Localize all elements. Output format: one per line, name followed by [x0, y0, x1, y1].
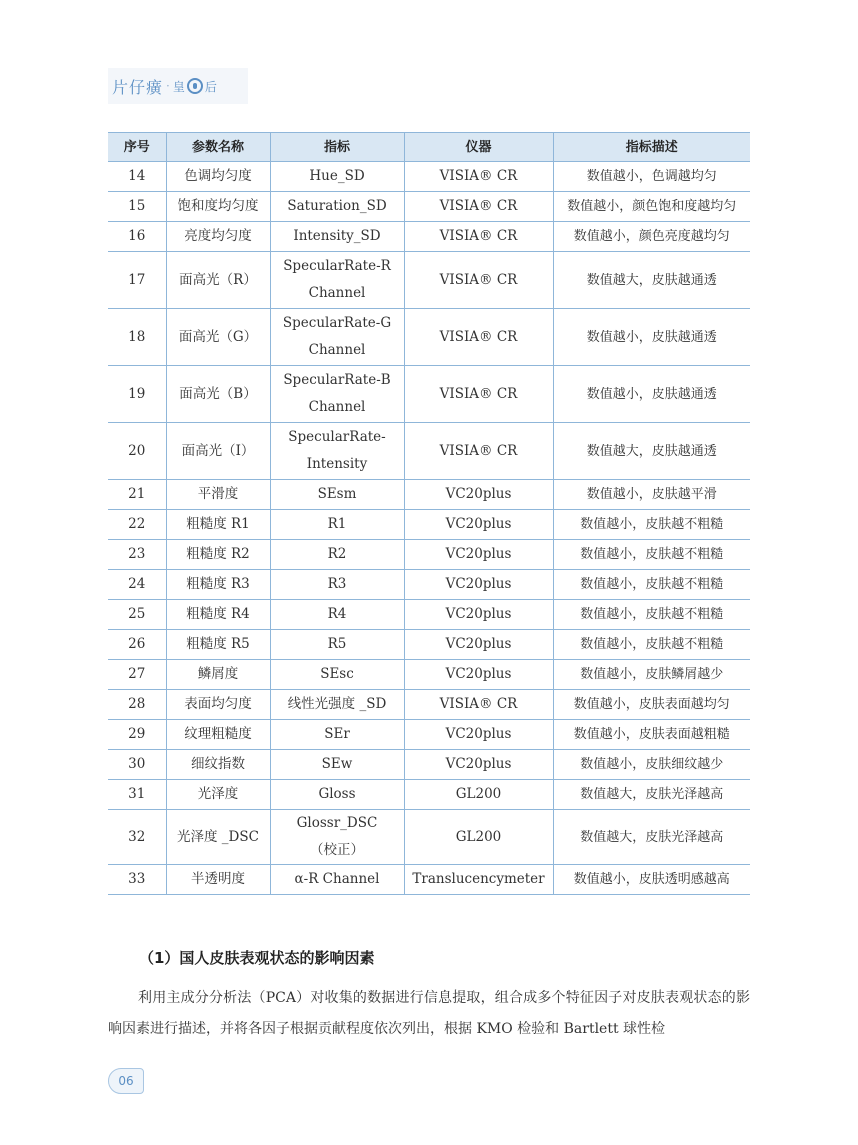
metric-line: SpecularRate-: [288, 429, 386, 445]
cell-description: 数值越小，皮肤透明感越高: [553, 865, 750, 895]
cell-description: 数值越大，皮肤光泽越高: [553, 810, 750, 865]
metric-line: SEsc: [320, 666, 354, 682]
cell-instrument: VISIA® CR: [404, 366, 553, 423]
cell-metric: [270, 600, 404, 630]
cell-instrument: VC20plus: [404, 630, 553, 660]
cell-metric: [270, 570, 404, 600]
cell-description: 数值越小，皮肤越不粗糙: [553, 510, 750, 540]
cell-metric: [270, 423, 404, 480]
cell-instrument: VC20plus: [404, 570, 553, 600]
header-name: 参数名称: [166, 133, 270, 162]
metric-line: R3: [327, 576, 347, 592]
cell-description: 数值越小，颜色饱和度越均匀: [553, 192, 750, 222]
cell-no: 19: [108, 366, 166, 423]
cell-metric: [270, 630, 404, 660]
cell-metric: [270, 222, 404, 252]
cell-instrument: VC20plus: [404, 480, 553, 510]
brand-name: 片仔癀: [112, 77, 164, 97]
cell-name: 平滑度: [166, 480, 270, 510]
cell-no: 26: [108, 630, 166, 660]
cell-no: 17: [108, 252, 166, 309]
table-body: [108, 162, 750, 895]
cell-name: 面高光（G）: [166, 309, 270, 366]
table-row: [108, 600, 750, 630]
cell-metric: [270, 540, 404, 570]
cell-instrument: VISIA® CR: [404, 690, 553, 720]
table-row: [108, 309, 750, 366]
table-row: [108, 630, 750, 660]
metric-line: R1: [327, 516, 347, 532]
cell-metric: [270, 720, 404, 750]
cell-name: 粗糙度 R4: [166, 600, 270, 630]
cell-instrument: VISIA® CR: [404, 252, 553, 309]
cell-no: 21: [108, 480, 166, 510]
cell-name: 面高光（B）: [166, 366, 270, 423]
cell-metric: [270, 162, 404, 192]
table-row: [108, 660, 750, 690]
metric-line: Channel: [308, 399, 366, 415]
logo-separator: ·: [166, 79, 170, 93]
cell-instrument: VC20plus: [404, 660, 553, 690]
cell-name: 鳞屑度: [166, 660, 270, 690]
cell-name: 面高光（I）: [166, 423, 270, 480]
table-row: [108, 222, 750, 252]
cell-name: 粗糙度 R5: [166, 630, 270, 660]
metric-line: R2: [327, 546, 347, 562]
queen-badge-icon: [187, 78, 203, 94]
cell-name: 细纹指数: [166, 750, 270, 780]
table-row: [108, 480, 750, 510]
metric-line: （校正）: [310, 842, 364, 858]
table-row: [108, 423, 750, 480]
logo-sub: [173, 78, 217, 95]
cell-name: 粗糙度 R1: [166, 510, 270, 540]
metric-line: R5: [327, 636, 347, 652]
cell-name: 半透明度: [166, 865, 270, 895]
cell-description: 数值越大，皮肤光泽越高: [553, 780, 750, 810]
cell-no: 24: [108, 570, 166, 600]
table-row: [108, 780, 750, 810]
section-heading: （1）国人皮肤表观状态的影响因素: [139, 949, 375, 967]
cell-no: 18: [108, 309, 166, 366]
cell-metric: [270, 366, 404, 423]
cell-name: 亮度均匀度: [166, 222, 270, 252]
cell-no: 22: [108, 510, 166, 540]
metric-line: Intensity_SD: [293, 228, 381, 244]
metric-line: Channel: [308, 285, 366, 301]
cell-no: 27: [108, 660, 166, 690]
cell-no: 33: [108, 865, 166, 895]
cell-instrument: VISIA® CR: [404, 222, 553, 252]
parameter-table: [108, 132, 750, 895]
cell-name: 光泽度: [166, 780, 270, 810]
cell-instrument: VC20plus: [404, 600, 553, 630]
cell-instrument: VC20plus: [404, 750, 553, 780]
cell-metric: [270, 510, 404, 540]
logo-sub-left: 皇: [172, 79, 185, 94]
cell-instrument: VISIA® CR: [404, 423, 553, 480]
cell-description: 数值越大，皮肤越通透: [553, 252, 750, 309]
table-row: [108, 810, 750, 865]
cell-instrument: VISIA® CR: [404, 162, 553, 192]
cell-no: 29: [108, 720, 166, 750]
cell-no: 15: [108, 192, 166, 222]
cell-no: 28: [108, 690, 166, 720]
metric-line: SEw: [321, 756, 353, 772]
table-row: [108, 720, 750, 750]
metric-line: SpecularRate-G: [282, 315, 392, 331]
brand-logo: [108, 68, 248, 104]
cell-no: 30: [108, 750, 166, 780]
cell-description: 数值越小，颜色亮度越均匀: [553, 222, 750, 252]
table-row: [108, 865, 750, 895]
cell-metric: [270, 750, 404, 780]
cell-metric: [270, 690, 404, 720]
table-row: [108, 366, 750, 423]
metric-line: R4: [327, 606, 347, 622]
cell-name: 色调均匀度: [166, 162, 270, 192]
cell-name: 面高光（R）: [166, 252, 270, 309]
metric-line: SpecularRate-B: [283, 372, 391, 388]
cell-instrument: VC20plus: [404, 720, 553, 750]
cell-description: 数值越小，皮肤越不粗糙: [553, 570, 750, 600]
cell-description: 数值越小，皮肤越不粗糙: [553, 630, 750, 660]
cell-description: 数值越小，皮肤表面越粗糙: [553, 720, 750, 750]
metric-line: Intensity: [306, 456, 368, 472]
body-paragraph: 利用主成分分析法（PCA）对收集的数据进行信息提取，组合成多个特征因子对皮肤表观状态的影响因素进行描述，并将各因子根据贡献程度依次列出，根据 KMO 检验和 Bartlett 球性检: [108, 990, 750, 1037]
table-row: [108, 570, 750, 600]
cell-no: 16: [108, 222, 166, 252]
cell-metric: [270, 480, 404, 510]
cell-metric: [270, 309, 404, 366]
cell-name: 饱和度均匀度: [166, 192, 270, 222]
cell-description: 数值越大，皮肤越通透: [553, 423, 750, 480]
metric-line: α-R Channel: [294, 871, 380, 887]
header-description: 指标描述: [553, 133, 750, 162]
cell-description: 数值越小，皮肤越平滑: [553, 480, 750, 510]
page-number-text: 06: [118, 1074, 134, 1088]
cell-no: 20: [108, 423, 166, 480]
cell-no: 23: [108, 540, 166, 570]
table-row: [108, 690, 750, 720]
metric-line: Gloss: [318, 786, 356, 802]
cell-description: 数值越小，皮肤越不粗糙: [553, 600, 750, 630]
header-metric: 指标: [270, 133, 404, 162]
cell-description: 数值越小，皮肤表面越均匀: [553, 690, 750, 720]
cell-name: 粗糙度 R2: [166, 540, 270, 570]
cell-instrument: GL200: [404, 810, 553, 865]
cell-description: 数值越小，皮肤鳞屑越少: [553, 660, 750, 690]
table-row: [108, 540, 750, 570]
metric-line: SEsm: [317, 486, 357, 502]
table-row: [108, 750, 750, 780]
cell-instrument: VC20plus: [404, 540, 553, 570]
cell-name: 表面均匀度: [166, 690, 270, 720]
cell-no: 25: [108, 600, 166, 630]
header-instrument: 仪器: [404, 133, 553, 162]
cell-metric: [270, 780, 404, 810]
cell-instrument: GL200: [404, 780, 553, 810]
cell-metric: [270, 252, 404, 309]
cell-description: 数值越小，色调越均匀: [553, 162, 750, 192]
cell-name: 纹理粗糙度: [166, 720, 270, 750]
table-row: [108, 510, 750, 540]
cell-instrument: VISIA® CR: [404, 192, 553, 222]
cell-instrument: Translucencymeter: [404, 865, 553, 895]
table-row: [108, 252, 750, 309]
cell-description: 数值越小，皮肤越通透: [553, 366, 750, 423]
cell-metric: [270, 660, 404, 690]
table-row: [108, 162, 750, 192]
cell-description: 数值越小，皮肤细纹越少: [553, 750, 750, 780]
metric-line: SpecularRate-R: [283, 258, 391, 274]
cell-no: 32: [108, 810, 166, 865]
cell-description: 数值越小，皮肤越通透: [553, 309, 750, 366]
cell-metric: [270, 810, 404, 865]
cell-metric: [270, 865, 404, 895]
metric-line: 线性光强度 _SD: [287, 696, 387, 712]
metric-line: Glossr_DSC: [296, 815, 378, 831]
cell-no: 31: [108, 780, 166, 810]
page-number: [108, 1068, 144, 1094]
metric-line: Hue_SD: [309, 168, 365, 184]
metric-line: Saturation_SD: [287, 198, 387, 214]
logo-sub-right: 后: [204, 79, 217, 94]
metric-line: SEr: [324, 726, 350, 742]
table-header-row: [108, 133, 750, 162]
table-row: [108, 192, 750, 222]
cell-description: 数值越小，皮肤越不粗糙: [553, 540, 750, 570]
cell-metric: [270, 192, 404, 222]
metric-line: Channel: [308, 342, 366, 358]
cell-instrument: VC20plus: [404, 510, 553, 540]
cell-name: 粗糙度 R3: [166, 570, 270, 600]
cell-no: 14: [108, 162, 166, 192]
cell-name: 光泽度 _DSC: [166, 810, 270, 865]
header-no: 序号: [108, 133, 166, 162]
cell-instrument: VISIA® CR: [404, 309, 553, 366]
